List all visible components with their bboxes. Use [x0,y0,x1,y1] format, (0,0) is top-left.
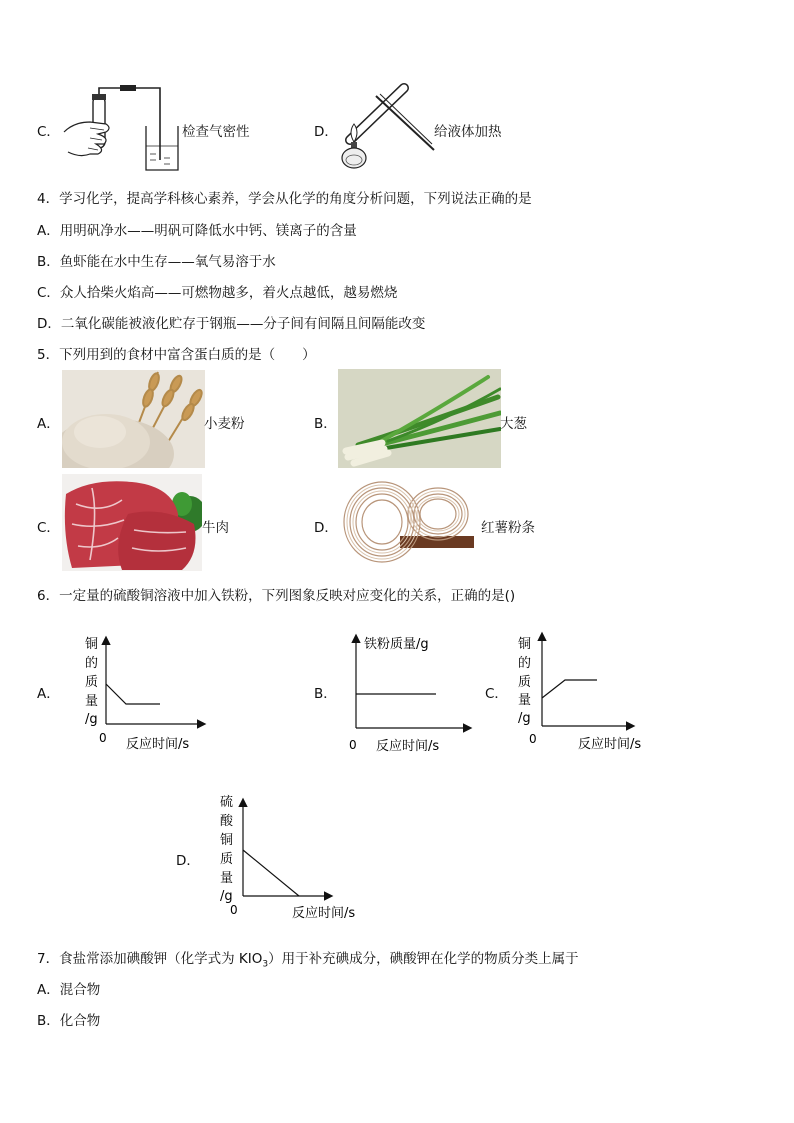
q4-option-a: A．用明矾净水——明矾可降低水中钙、镁离子的含量 [37,223,357,239]
beef-photo [62,474,202,571]
graph-c-ylabel-4: 量 [518,693,532,708]
graph-d-ylabel-6: /g [220,889,233,904]
q4-option-d: D．二氧化碳能被液化贮存于钢瓶——分子间有间隔且间隔能改变 [37,316,426,332]
q7-stem [37,947,579,970]
q3-option-c-letter: C． [37,124,60,140]
q3-option-d-letter: D． [314,124,338,140]
graph-a-xlabel: 反应时间/s [126,737,190,752]
graph-d-ylabel-2: 酸 [220,814,234,829]
graph-a-ylabel-5: /g [85,712,98,727]
graph-d-ylabel-5: 量 [220,871,234,886]
q7-stem-subscript: 3 [262,959,269,970]
wheat-flour-photo [62,370,205,468]
q5-option-b-letter: B． [314,416,337,432]
q5-stem: 5．下列用到的食材中富含蛋白质的是（ ） [37,347,316,363]
graph-a-ylabel-4: 量 [85,694,99,709]
q5-option-b-label: 大葱 [500,416,527,432]
q7-option-a: A．混合物 [37,982,101,998]
q5-option-a-label: 小麦粉 [204,416,245,432]
q7-stem-post: ）用于补充碘成分，碘酸钾在化学的物质分类上属于 [268,951,579,967]
q5-option-d-label: 红薯粉条 [481,520,535,536]
graph-a-ylabel-1: 铜 [85,637,99,652]
graph-b-origin: 0 [349,738,357,752]
liquid-heating-illustration [336,82,436,174]
graph-c-ylabel-1: 铜 [518,637,532,652]
graph-d-ylabel-3: 铜 [220,833,234,848]
q7-stem-pre: 7．食盐常添加碘酸钾（化学式为 KIO [37,951,263,967]
graph-b-ylabel: 铁粉质量/g [364,637,429,652]
graph-b [344,632,474,754]
q5-option-d-letter: D． [314,520,338,536]
graph-d-xlabel: 反应时间/s [292,906,356,921]
q4-stem: 4．学习化学，提高学科核心素养，学会从化学的角度分析问题，下列说法正确的是 [37,191,532,207]
q4-option-b: B．鱼虾能在水中生存——氧气易溶于水 [37,254,276,270]
graph-a-ylabel-3: 质 [85,675,99,690]
q5-option-c-letter: C． [37,520,60,536]
q5-option-a-letter: A． [37,416,60,432]
graph-c-ylabel-2: 的 [518,656,532,671]
graph-c [515,630,665,752]
graph-c-origin: 0 [529,732,537,746]
q3-option-d-label: 给液体加热 [434,124,502,140]
graph-c-ylabel-3: 质 [518,675,532,690]
q6-option-c-letter: C． [485,686,508,702]
graph-b-xlabel: 反应时间/s [376,739,440,754]
q6-option-b-letter: B． [314,686,337,702]
q3-option-c-label: 检查气密性 [182,124,250,140]
graph-c-ylabel-5: /g [518,711,531,726]
q5-option-c-label: 牛肉 [202,520,229,536]
q6-stem: 6．一定量的硫酸铜溶液中加入铁粉，下列图象反映对应变化的关系，正确的是() [37,588,516,604]
airtightness-check-illustration [60,82,185,174]
sweet-potato-noodles-photo [340,474,476,571]
graph-a-ylabel-2: 的 [85,656,99,671]
q6-option-a-letter: A． [37,686,60,702]
q4-option-c: C．众人拾柴火焰高——可燃物越多，着火点越低，越易燃烧 [37,285,398,301]
graph-d-ylabel-1: 硫 [220,795,234,810]
graph-c-xlabel: 反应时间/s [578,737,642,752]
graph-a-origin: 0 [99,731,107,745]
q6-option-d-letter: D． [176,853,200,869]
graph-a [80,632,210,754]
green-onion-photo [338,369,501,468]
graph-d-origin: 0 [230,903,238,917]
q7-option-b: B．化合物 [37,1013,101,1029]
graph-d [215,788,365,922]
graph-d-ylabel-4: 质 [220,852,234,867]
